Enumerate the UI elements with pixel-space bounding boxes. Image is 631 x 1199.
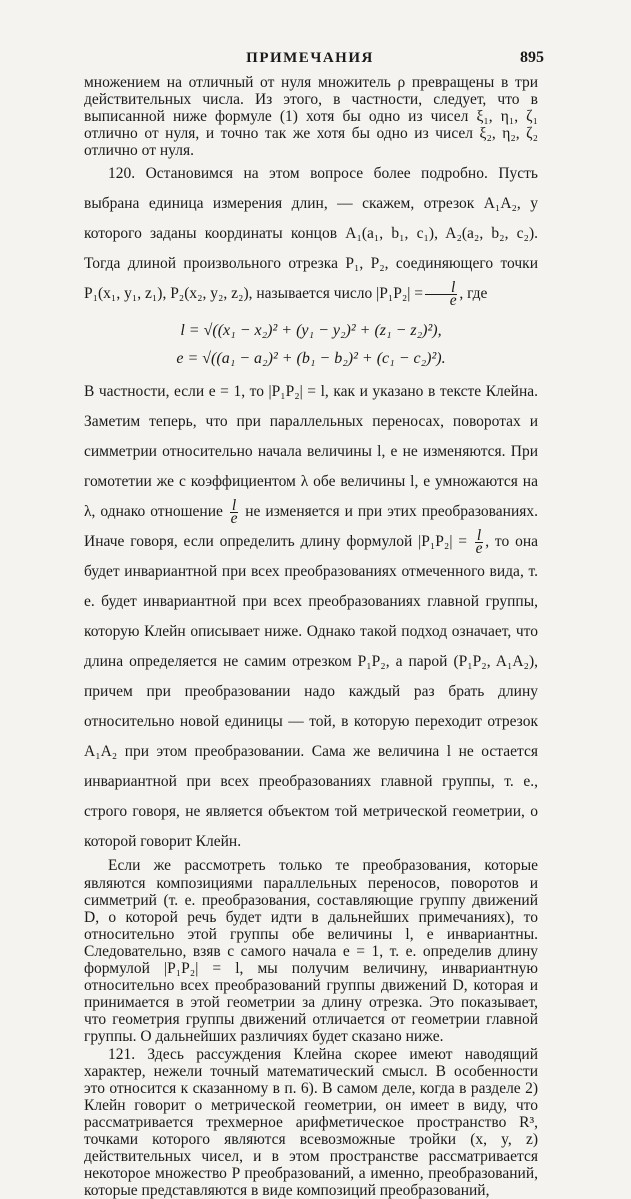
fraction-l-over-e: $\frac{l}{e}$ [425, 282, 457, 307]
invariance-text-1: В частности, если e = 1, то |P₁P₂| = l, как и указано в тексте Клейна. Заметим теперь, что при параллельных переносах, поворотах и симметрии относительно начала величины l, e не изменяются. При гомотетии же с коэффициентом λ обе величины l, e умножаются на λ, однако отношение [84, 383, 538, 520]
running-title: ПРИМЕЧАНИЯ [84, 50, 536, 67]
fraction-ratio: $\frac{l}{e}$ [230, 500, 238, 525]
page-number: 895 [520, 49, 544, 67]
paragraph-continuation: множением на отличный от нуля множитель ρ превращены в три действительных числа. Из этого, в частности, следует, что в выписанной ниже формуле (1) хотя бы одно из чисел ξ₁, η₁, ζ₁ отлично от нуля, и точно так же хотя бы одно из чисел ξ₂, η₂, ζ₂ отлично от нуля. [84, 74, 538, 159]
note-120-tail: , где [459, 285, 487, 302]
invariance-text-3: , то она будет инвариантной при всех преобразованиях отмеченного вида, т. е. будет инвариантной при всех преобразованиях главной группы, которую Клейн описывает ниже. Однако такой подход означает, что длина определяется не самим отрезком P₁P₂, а парой (P₁P₂, A₁A₂), причем при преобразовании надо каждый раз брать длину относительно новой единицы — той, в которую переходит отрезок A₁A₂ при этом преобразовании. Сама же величина l не остается инвариантной при всех преобразованиях главной группы, т. е., строго говоря, не является объектом той метрической геометрии, о которой говорит Клейн. [84, 533, 538, 850]
main-text [84, 74, 538, 1199]
paragraph-motion-group: Если же рассмотреть только те преобразования, которые являются композициями параллельных переносов, поворотов и симметрий (т. е. преобразования, составляющие группу движений D, о которой речь будет идти в дальнейших примечаниях), то относительно этой группы обе величины l, e инвариантны. Следовательно, взяв с самого начала e = 1, т. е. определив длину формулой |P₁P₂| = l, мы получим величину, инвариантную относительно всех преобразований группы движений D, которая и принимается в этой геометрии за длину отрезка. Это показывает, что геометрия группы движений отличается от геометрии главной группы. О дальнейших различиях будет сказано ниже. [84, 857, 538, 1045]
running-header [84, 50, 536, 74]
formula-l: l = √((x₁ − x₂)² + (y₁ − y₂)² + (z₁ − z₂)²), [84, 317, 538, 345]
fraction-length: $\frac{l}{e}$ [475, 530, 483, 555]
paragraph-note-121: 121. Здесь рассуждения Клейна скорее имеют наводящий характер, нежели точный математический смысл. В особенности это относится к сказанному в п. 6). В самом деле, когда в разделе 2) Клейн говорит о метрической геометрии, он имеет в виду, что рассматривается трехмерное арифметическое пространство R³, точками которого являются всевозможные тройки (x, y, z) действительных чисел, и в этом пространстве рассматривается некоторое множество P преобразований, а именно, преобразований, которые представляются в виде композиций преобразований, [84, 1046, 538, 1199]
paragraph-invariance [84, 377, 538, 857]
formula-e: e = √((a₁ − a₂)² + (b₁ − b₂)² + (c₁ − c₂)²). [84, 345, 538, 373]
paragraph-note-120 [84, 159, 538, 309]
invariance-text-2: не изменяется и при этих преобразованиях. Иначе говоря, если определить длину формулой |P₁P₂| = [84, 503, 538, 550]
formula-block [84, 317, 538, 373]
note-120-text: 120. Остановимся на этом вопросе более подробно. Пусть выбрана единица измерения длин, — скажем, отрезок A₁A₂, у которого заданы координаты концов A₁(a₁, b₁, c₁), A₂(a₂, b₂, c₂). Тогда длиной произвольного отрезка P₁, P₂, соединяющего точки P₁(x₁, y₁, z₁), P₂(x₂, y₂, z₂), называется число |P₁P₂| = [84, 165, 538, 302]
